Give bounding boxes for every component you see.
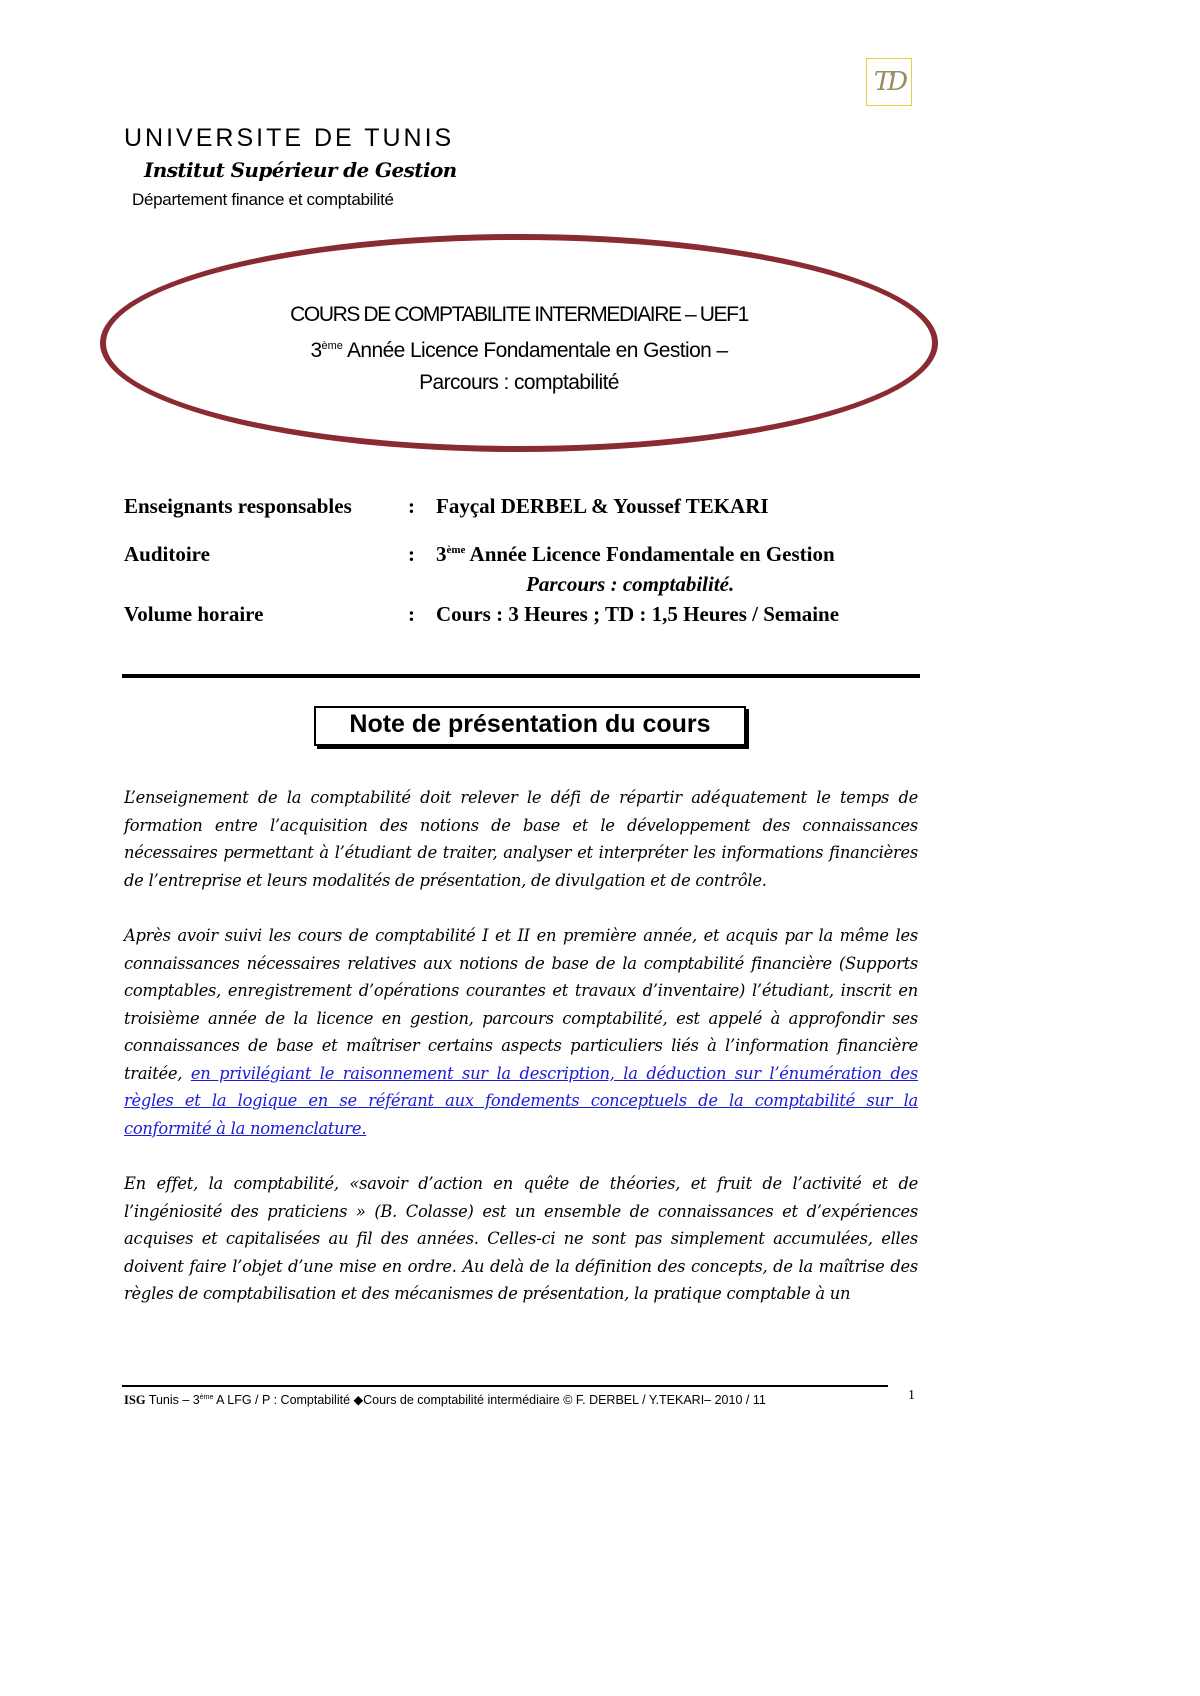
page-number: 1 — [908, 1388, 915, 1403]
institute-name: Institut Supérieur de Gestion — [144, 158, 457, 182]
teachers-label: Enseignants responsables — [124, 494, 352, 518]
footer-sup: ème — [199, 1393, 214, 1401]
audience-colon: : — [408, 542, 415, 566]
course-title-block — [100, 300, 938, 399]
course-year-sup: ème — [321, 340, 343, 352]
audience-label: Auditoire — [124, 542, 210, 566]
teachers-value: Fayçal DERBEL & Youssef TEKARI — [436, 494, 769, 518]
footer-isg: ISG — [124, 1393, 146, 1407]
footer-text — [124, 1392, 766, 1408]
note-title: Note de présentation du cours — [349, 710, 711, 738]
section-divider — [122, 674, 920, 678]
audience-value — [436, 542, 835, 567]
hours-colon: : — [408, 602, 415, 626]
audience-track: Parcours : comptabilité. — [526, 572, 735, 596]
audience-rest: Année Licence Fondamentale en Gestion — [465, 542, 835, 566]
paragraph-2-highlight: en privilégiant le raisonnement sur la description, la déduction sur l’énumération des règles et la logique en se référant aux fondements conceptuels de la comptabilité sur la conformité à la nomenclature. — [124, 1063, 919, 1138]
department-name: Département finance et comptabilité — [132, 190, 394, 209]
course-track: Parcours : comptabilité — [419, 371, 619, 394]
course-year-number: 3 — [310, 339, 322, 362]
paragraph-3: En effet, la comptabilité, «savoir d’action en quête de théories, et fruit de l’activité et de l’ingéniosité des praticiens » (B. Colasse) est un ensemble de connaissances et d’expériences acquises et capitalisées au fil des années. Celles-ci ne sont pas simplement accumulées, elles doivent faire l’objet d’une mise en ordre. Au delà de la définition des concepts, de la maîtrise des règles de comptabilisation et des mécanismes de présentation, la pratique comptable à un — [124, 1174, 918, 1303]
note-title-box — [314, 706, 746, 746]
footer-text-b: A LFG / P : Comptabilité ◆Cours de comptabilité intermédiaire © F. DERBEL / Y.TEKARI– 2010 / 11 — [213, 1393, 766, 1407]
course-title: COURS DE COMPTABILITE INTERMEDIAIRE – UEF1 — [290, 303, 748, 326]
course-year — [100, 330, 938, 367]
footer-divider — [122, 1385, 888, 1387]
audience-number: 3 — [436, 542, 447, 566]
td-logo: TD — [866, 58, 912, 106]
paragraph-2-text: Après avoir suivi les cours de comptabilité I et II en première année, et acquis par la même les connaissances nécessaires relatives aux notions de base de la comptabilité financière (Supports comptables, enregistrement d’opérations courantes et travaux d’inventaire) l’étudiant, inscrit en troisième année de la licence en gestion, parcours comptabilité, est appelé à approfondir ses connaissances de base et maîtriser certains aspects particuliers liés à l’information financière traitée, — [124, 926, 918, 1083]
course-year-rest: Année Licence Fondamentale en Gestion – — [342, 339, 728, 362]
hours-label: Volume horaire — [124, 602, 264, 626]
teachers-colon: : — [408, 494, 415, 518]
audience-sup: ème — [446, 544, 466, 556]
paragraph-1: L’enseignement de la comptabilité doit relever le défi de répartir adéquatement le temps de formation entre l’acquisition des notions de base et le développement des connaissances nécessaires permettant à l’étudiant de traiter, analyser et interpréter les informations financières de l’entreprise et leurs modalités de présentation, de divulgation et de contrôle. — [124, 788, 918, 890]
paragraph-2 — [124, 922, 918, 1142]
university-name: UNIVERSITE DE TUNIS — [124, 124, 455, 152]
hours-value: Cours : 3 Heures ; TD : 1,5 Heures / Semaine — [436, 602, 840, 626]
footer-text-a: Tunis – 3 — [145, 1393, 200, 1407]
